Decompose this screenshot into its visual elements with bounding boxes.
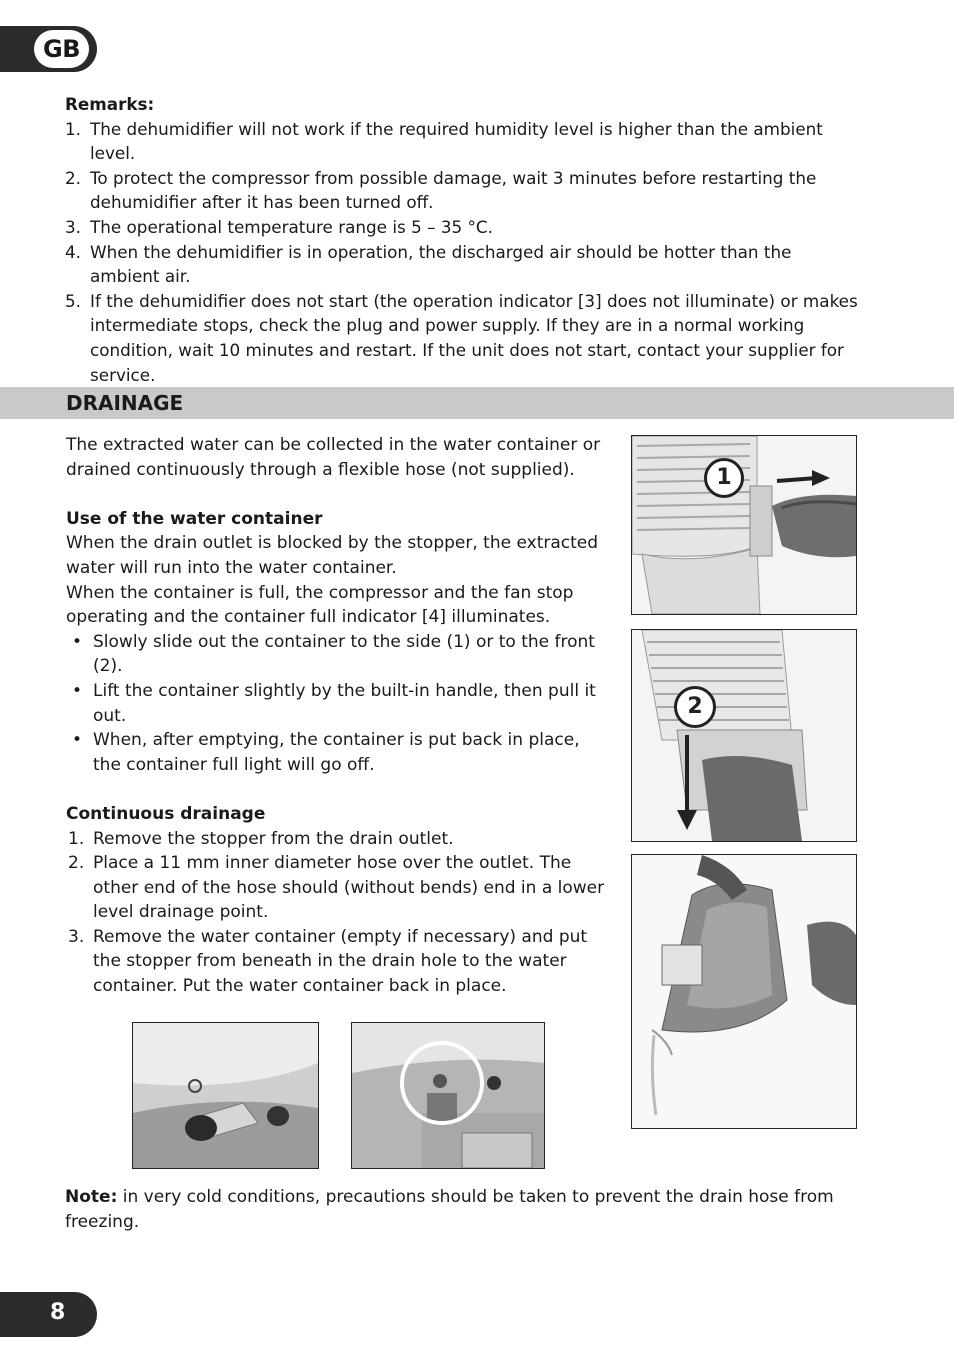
list-item: • Lift the container slightly by the built-in handle, then pull it out. bbox=[72, 680, 596, 726]
list-item: 5. If the dehumidifier does not start (the operation indicator [3] does not illuminate) or makes intermediate stops, check the plug and power supply. If they are in a normal working condition, wait 10 minutes and restart. If the unit does not start, contact your supplier for service. bbox=[65, 290, 858, 385]
container-paragraph-1: When the drain outlet is blocked by the stopper, the extracted water will run into the water container. bbox=[66, 533, 599, 578]
container-paragraph-2: When the container is full, the compressor and the fan stop operating and the container full indicator [4] illuminates. bbox=[66, 582, 574, 628]
photo-hose-connection bbox=[132, 1022, 319, 1169]
photo-emptying-container bbox=[631, 854, 857, 1129]
section-title: DRAINAGE bbox=[66, 391, 184, 415]
page-number: 8 bbox=[50, 1300, 66, 1325]
continuous-title: Continuous drainage bbox=[66, 803, 266, 824]
list-item: 4. When the dehumidifier is in operation, the discharged air should be hotter than the ambient air. bbox=[65, 241, 792, 287]
language-tab bbox=[0, 26, 97, 72]
list-item: 1. The dehumidifier will not work if the required humidity level is higher than the ambient level. bbox=[65, 118, 823, 164]
remarks-list bbox=[65, 117, 865, 388]
container-title: Use of the water container bbox=[66, 508, 323, 529]
list-item: 2. Place a 11 mm inner diameter hose over the outlet. The other end of the hose should (without bends) end in a lower level drainage point. bbox=[68, 853, 605, 923]
section-header-bar bbox=[0, 387, 954, 419]
list-item: 2. To protect the compressor from possible damage, wait 3 minutes before restarting the dehumidifier after it has been turned off. bbox=[65, 167, 817, 213]
page-number-tab bbox=[0, 1292, 97, 1337]
figure-label-2: 2 bbox=[674, 686, 716, 728]
container-bullets bbox=[72, 630, 611, 778]
drainage-intro: The extracted water can be collected in the water container or drained continuously through a flexible hose (not supplied). bbox=[66, 435, 601, 480]
photo-side-removal bbox=[631, 435, 857, 615]
photo-drain-outlet bbox=[351, 1022, 545, 1169]
note-label: Note: bbox=[65, 1187, 118, 1207]
list-item: 3. Remove the water container (empty if necessary) and put the stopper from beneath in the drain hole to the water container. Put the water container back in place. bbox=[68, 926, 588, 997]
list-item: • Slowly slide out the container to the side (1) or to the front (2). bbox=[72, 631, 595, 677]
language-code: GB bbox=[34, 30, 89, 68]
photo-front-removal bbox=[631, 629, 857, 842]
list-item: 3. The operational temperature range is 5 – 35 °C. bbox=[65, 216, 493, 237]
note-paragraph bbox=[65, 1185, 865, 1234]
list-item: • When, after emptying, the container is put back in place, the container full light will go off. bbox=[72, 730, 580, 775]
list-item: 1. Remove the stopper from the drain outlet. bbox=[68, 828, 454, 849]
drainage-text bbox=[66, 433, 611, 999]
note-text: in very cold conditions, precautions should be taken to prevent the drain hose from freezing. bbox=[65, 1187, 834, 1232]
continuous-steps bbox=[68, 827, 611, 999]
remarks-block bbox=[65, 92, 865, 387]
remarks-title: Remarks: bbox=[65, 94, 155, 114]
figure-label-1: 1 bbox=[704, 458, 744, 498]
